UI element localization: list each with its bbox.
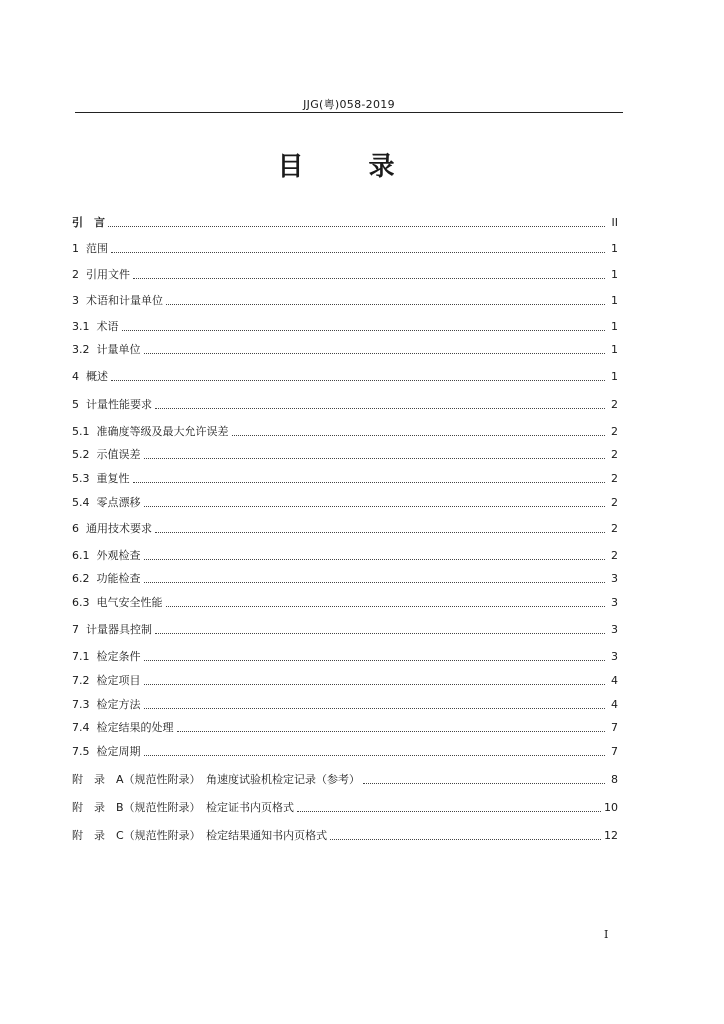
toc-item-label: 3.2 计量单位	[72, 343, 141, 356]
toc-item-page: 7	[611, 745, 618, 758]
toc-item-3-2[interactable]	[72, 339, 618, 357]
toc-item-label: 7.5 检定周期	[72, 745, 141, 758]
toc-item-appendix-a[interactable]	[72, 769, 618, 787]
toc-item-label: 3 术语和计量单位	[72, 294, 163, 307]
toc-item-page: 1	[611, 268, 618, 281]
toc-leader-dots	[363, 782, 605, 784]
toc-item-page: 2	[611, 549, 618, 562]
toc-item-label: 1 范围	[72, 242, 108, 255]
toc-leader-dots	[144, 754, 606, 756]
toc-item-appendix-c[interactable]	[72, 825, 618, 843]
toc-leader-dots	[177, 730, 606, 732]
toc-item-5-1[interactable]	[72, 421, 618, 439]
toc-item-label: 5.1 准确度等级及最大允许误差	[72, 425, 229, 438]
toc-item-page: 2	[611, 522, 618, 535]
toc-leader-dots	[144, 558, 606, 560]
toc-item-label: 7.2 检定项目	[72, 674, 141, 687]
toc-item-5-2[interactable]	[72, 444, 618, 462]
page-title: 目 录	[277, 152, 423, 182]
toc-leader-dots	[166, 605, 606, 607]
toc-leader-dots	[133, 277, 605, 279]
toc-item-label: 7.3 检定方法	[72, 698, 141, 711]
toc-item-page: 2	[611, 496, 618, 509]
toc-leader-dots	[232, 434, 606, 436]
toc-leader-dots	[108, 225, 605, 227]
toc-item-page: 2	[611, 398, 618, 411]
toc-leader-dots	[144, 352, 606, 354]
toc-item-label: 7 计量器具控制	[72, 623, 152, 636]
toc-leader-dots	[144, 659, 606, 661]
toc-item-label: 2 引用文件	[72, 268, 130, 281]
toc-item-3[interactable]	[72, 290, 618, 308]
toc-leader-dots	[155, 632, 605, 634]
toc-item-page: 10	[604, 801, 618, 814]
toc-leader-dots	[155, 407, 605, 409]
toc-item-page: 2	[611, 472, 618, 485]
toc-item-page: 3	[611, 623, 618, 636]
toc-item-5[interactable]	[72, 394, 618, 412]
toc-leader-dots	[111, 379, 605, 381]
toc-leader-dots	[144, 707, 606, 709]
toc-item-label: 附 录 C（规范性附录） 检定结果通知书内页格式	[72, 829, 328, 842]
toc-item-label: 6 通用技术要求	[72, 522, 152, 535]
toc-item-page: II	[611, 216, 618, 229]
toc-item-5-3[interactable]	[72, 468, 618, 486]
toc-item-label: 6.1 外观检查	[72, 549, 141, 562]
toc-item-page: 1	[611, 370, 618, 383]
toc-item-7-4[interactable]	[72, 717, 618, 735]
toc-leader-dots	[155, 531, 605, 533]
toc-item-label: 5.3 重复性	[72, 472, 130, 485]
toc-item-label: 附 录 A（规范性附录） 角速度试验机检定记录（参考）	[72, 773, 361, 786]
toc-item-3-1[interactable]	[72, 316, 618, 334]
toc-leader-dots	[144, 683, 606, 685]
toc-item-label: 5 计量性能要求	[72, 398, 152, 411]
toc-leader-dots	[330, 838, 601, 840]
toc-item-7[interactable]	[72, 619, 618, 637]
toc-item-2[interactable]	[72, 264, 618, 282]
toc-item-page: 4	[611, 698, 618, 711]
toc-item-label: 4 概述	[72, 370, 108, 383]
toc-leader-dots	[144, 581, 606, 583]
toc-item-page: 4	[611, 674, 618, 687]
toc-item-label: 引 言	[72, 216, 105, 229]
toc-item-page: 1	[611, 294, 618, 307]
toc-item-page: 2	[611, 425, 618, 438]
toc-item-label: 7.1 检定条件	[72, 650, 141, 663]
toc-item-5-4[interactable]	[72, 492, 618, 510]
toc-leader-dots	[297, 810, 601, 812]
toc-item-4[interactable]	[72, 366, 618, 384]
toc-item-page: 1	[611, 343, 618, 356]
toc-item-label: 7.4 检定结果的处理	[72, 721, 174, 734]
toc-item-7-2[interactable]	[72, 670, 618, 688]
toc-item-label: 6.3 电气安全性能	[72, 596, 163, 609]
toc-item-page: 8	[611, 773, 618, 786]
toc-item-1[interactable]	[72, 238, 618, 256]
toc-item-6-1[interactable]	[72, 545, 618, 563]
toc-item-page: 12	[604, 829, 618, 842]
toc-item-6[interactable]	[72, 518, 618, 536]
toc-item-page: 2	[611, 448, 618, 461]
toc-leader-dots	[111, 251, 605, 253]
header-divider	[75, 112, 623, 113]
toc-item-label: 3.1 术语	[72, 320, 119, 333]
toc-item-7-5[interactable]	[72, 741, 618, 759]
toc-item-6-2[interactable]	[72, 568, 618, 586]
page-number: I	[604, 928, 609, 941]
toc-leader-dots	[133, 481, 606, 483]
toc-item-label: 附 录 B（规范性附录） 检定证书内页格式	[72, 801, 295, 814]
toc-item-page: 3	[611, 650, 618, 663]
toc-item-label: 5.2 示值误差	[72, 448, 141, 461]
toc-leader-dots	[144, 505, 606, 507]
toc-item-page: 1	[611, 242, 618, 255]
toc-item-page: 7	[611, 721, 618, 734]
toc-item-label: 5.4 零点漂移	[72, 496, 141, 509]
toc-leader-dots	[122, 329, 606, 331]
toc-item-6-3[interactable]	[72, 592, 618, 610]
toc-item-page: 1	[611, 320, 618, 333]
toc-leader-dots	[144, 457, 606, 459]
toc-item-7-3[interactable]	[72, 694, 618, 712]
toc-item-7-1[interactable]	[72, 646, 618, 664]
toc-leader-dots	[166, 303, 605, 305]
toc-item-label: 6.2 功能检查	[72, 572, 141, 585]
toc-item-page: 3	[611, 572, 618, 585]
document-code: JJG(粤)058-2019	[303, 98, 395, 111]
toc-item-page: 3	[611, 596, 618, 609]
toc-item-appendix-b[interactable]	[72, 797, 618, 815]
toc-item-introduction[interactable]	[72, 212, 618, 230]
